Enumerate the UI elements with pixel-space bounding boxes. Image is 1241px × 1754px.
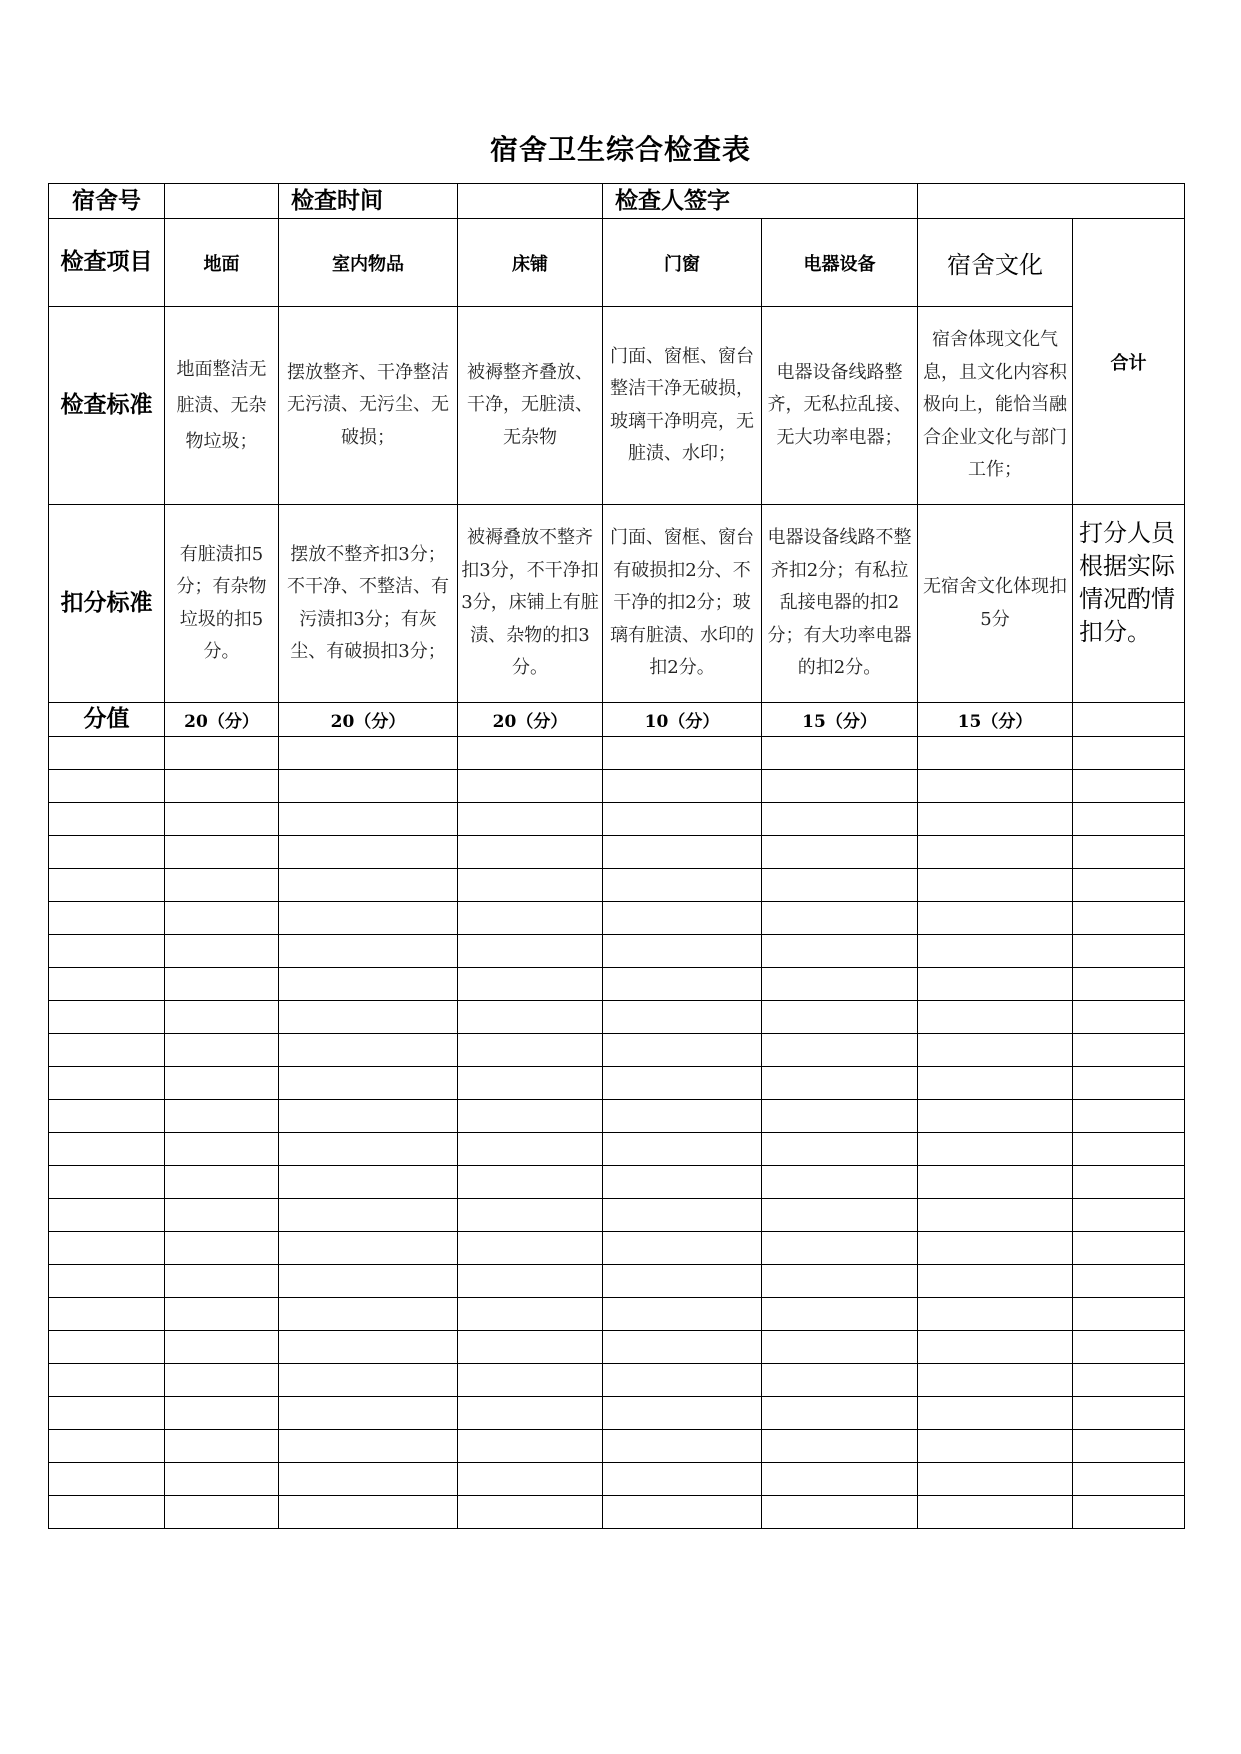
blank-row [49, 869, 1185, 902]
blank-cell[interactable] [1073, 1496, 1185, 1529]
blank-cell[interactable] [1073, 902, 1185, 935]
blank-cell[interactable] [762, 968, 918, 1001]
blank-cell[interactable] [1073, 1397, 1185, 1430]
blank-cell[interactable] [918, 1067, 1073, 1100]
blank-cell[interactable] [279, 1001, 458, 1034]
blank-cell[interactable] [762, 1199, 918, 1232]
blank-cell[interactable] [603, 1067, 762, 1100]
blank-cell[interactable] [762, 836, 918, 869]
dorm-label: 宿舍号 [49, 184, 165, 219]
deduction-label: 扣分标准 [49, 505, 165, 703]
blank-cell[interactable] [762, 1397, 918, 1430]
blank-cell[interactable] [165, 1331, 279, 1364]
blank-cell[interactable] [49, 1265, 165, 1298]
blank-cell[interactable] [1073, 935, 1185, 968]
blank-cell[interactable] [279, 1232, 458, 1265]
score-total-field[interactable] [1073, 703, 1185, 737]
blank-cell[interactable] [165, 1397, 279, 1430]
blank-cell[interactable] [279, 1166, 458, 1199]
blank-row [49, 1430, 1185, 1463]
blank-cell[interactable] [762, 1001, 918, 1034]
blank-cell[interactable] [458, 869, 603, 902]
blank-cell[interactable] [1073, 770, 1185, 803]
score-bed: 20（分） [458, 703, 603, 737]
blank-cell[interactable] [918, 968, 1073, 1001]
blank-cell[interactable] [49, 1067, 165, 1100]
blank-cell[interactable] [1073, 1100, 1185, 1133]
score-row [49, 703, 1185, 737]
blank-cell[interactable] [918, 1364, 1073, 1397]
blank-cell[interactable] [458, 1100, 603, 1133]
item-floor: 地面 [165, 219, 279, 307]
blank-cell[interactable] [49, 869, 165, 902]
blank-cell[interactable] [603, 836, 762, 869]
blank-cell[interactable] [165, 1001, 279, 1034]
blank-cell[interactable] [49, 836, 165, 869]
blank-cell[interactable] [603, 1100, 762, 1133]
blank-cell[interactable] [458, 1265, 603, 1298]
blank-cell[interactable] [279, 1133, 458, 1166]
blank-cell[interactable] [762, 1166, 918, 1199]
blank-cell[interactable] [458, 1397, 603, 1430]
blank-cell[interactable] [762, 737, 918, 770]
blank-cell[interactable] [918, 1430, 1073, 1463]
score-floor: 20（分） [165, 703, 279, 737]
blank-cell[interactable] [762, 869, 918, 902]
blank-cell[interactable] [279, 1298, 458, 1331]
blank-cell[interactable] [49, 935, 165, 968]
blank-cell[interactable] [165, 869, 279, 902]
standard-row [49, 307, 1185, 505]
blank-row [49, 1298, 1185, 1331]
item-dorm-culture: 宿舍文化 [918, 219, 1073, 307]
deduction-floor: 有脏渍扣5分；有杂物垃圾的扣5分。 [165, 505, 279, 703]
total-label: 合计 [1073, 219, 1185, 505]
blank-cell[interactable] [918, 1232, 1073, 1265]
blank-cell[interactable] [603, 1232, 762, 1265]
blank-cell[interactable] [603, 902, 762, 935]
blank-cell[interactable] [762, 1100, 918, 1133]
blank-cell[interactable] [49, 968, 165, 1001]
blank-row [49, 935, 1185, 968]
blank-row [49, 1496, 1185, 1529]
blank-cell[interactable] [458, 1430, 603, 1463]
blank-cell[interactable] [458, 1364, 603, 1397]
items-label: 检查项目 [49, 219, 165, 307]
blank-row [49, 1232, 1185, 1265]
blank-cell[interactable] [918, 770, 1073, 803]
blank-cell[interactable] [49, 1496, 165, 1529]
blank-cell[interactable] [1073, 836, 1185, 869]
blank-cell[interactable] [49, 1166, 165, 1199]
standard-bed: 被褥整齐叠放、干净，无脏渍、无杂物 [458, 307, 603, 505]
blank-cell[interactable] [165, 1232, 279, 1265]
blank-cell[interactable] [918, 1496, 1073, 1529]
blank-cell[interactable] [1073, 737, 1185, 770]
blank-cell[interactable] [603, 1199, 762, 1232]
blank-cell[interactable] [603, 770, 762, 803]
blank-cell[interactable] [918, 803, 1073, 836]
blank-cell[interactable] [603, 1001, 762, 1034]
score-dorm-culture: 15（分） [918, 703, 1073, 737]
blank-cell[interactable] [762, 1430, 918, 1463]
blank-row [49, 1199, 1185, 1232]
blank-cell[interactable] [458, 1166, 603, 1199]
blank-cell[interactable] [762, 1364, 918, 1397]
item-bed: 床铺 [458, 219, 603, 307]
blank-cell[interactable] [458, 935, 603, 968]
blank-cell[interactable] [49, 803, 165, 836]
deduction-bed: 被褥叠放不整齐扣3分，不干净扣3分，床铺上有脏渍、杂物的扣3分。 [458, 505, 603, 703]
blank-cell[interactable] [49, 1001, 165, 1034]
blank-cell[interactable] [918, 869, 1073, 902]
blank-cell[interactable] [603, 1166, 762, 1199]
blank-cell[interactable] [279, 1265, 458, 1298]
blank-cell[interactable] [762, 1067, 918, 1100]
blank-cell[interactable] [603, 1364, 762, 1397]
deduction-electrical: 电器设备线路不整齐扣2分；有私拉乱接电器的扣2分；有大功率电器的扣2分。 [762, 505, 918, 703]
blank-cell[interactable] [762, 1331, 918, 1364]
blank-cell[interactable] [458, 1232, 603, 1265]
items-row [49, 219, 1185, 307]
blank-row [49, 1397, 1185, 1430]
blank-cell[interactable] [603, 737, 762, 770]
blank-cell[interactable] [49, 1463, 165, 1496]
blank-cell[interactable] [762, 1265, 918, 1298]
blank-cell[interactable] [918, 1100, 1073, 1133]
blank-cell[interactable] [1073, 1364, 1185, 1397]
blank-row [49, 836, 1185, 869]
blank-cell[interactable] [1073, 1001, 1185, 1034]
blank-cell[interactable] [49, 1331, 165, 1364]
blank-cell[interactable] [165, 1199, 279, 1232]
blank-cell[interactable] [1073, 1331, 1185, 1364]
blank-row [49, 1001, 1185, 1034]
blank-cell[interactable] [165, 1265, 279, 1298]
blank-cell[interactable] [1073, 1430, 1185, 1463]
blank-cell[interactable] [49, 1133, 165, 1166]
blank-cell[interactable] [762, 1298, 918, 1331]
standard-label: 检查标准 [49, 307, 165, 505]
blank-cell[interactable] [918, 1298, 1073, 1331]
blank-cell[interactable] [1073, 1034, 1185, 1067]
score-door-window: 10（分） [603, 703, 762, 737]
blank-cell[interactable] [165, 1133, 279, 1166]
blank-cell[interactable] [165, 902, 279, 935]
blank-row [49, 737, 1185, 770]
standard-indoor-goods: 摆放整齐、干净整洁无污渍、无污尘、无破损； [279, 307, 458, 505]
blank-cell[interactable] [603, 1265, 762, 1298]
blank-cell[interactable] [279, 803, 458, 836]
standard-electrical: 电器设备线路整齐，无私拉乱接、无大功率电器； [762, 307, 918, 505]
blank-cell[interactable] [49, 770, 165, 803]
blank-cell[interactable] [1073, 1067, 1185, 1100]
inspection-table [48, 183, 1185, 1529]
blank-cell[interactable] [49, 737, 165, 770]
time-value-field[interactable] [458, 184, 603, 219]
blank-cell[interactable] [918, 836, 1073, 869]
blank-cell[interactable] [165, 1430, 279, 1463]
blank-row [49, 1463, 1185, 1496]
blank-cell[interactable] [603, 1430, 762, 1463]
blank-row [49, 1034, 1185, 1067]
blank-cell[interactable] [918, 1034, 1073, 1067]
deduction-indoor-goods: 摆放不整齐扣3分；不干净、不整洁、有污渍扣3分；有灰尘、有破损扣3分； [279, 505, 458, 703]
blank-row [49, 1331, 1185, 1364]
blank-cell[interactable] [1073, 803, 1185, 836]
blank-cell[interactable] [279, 737, 458, 770]
blank-cell[interactable] [918, 1166, 1073, 1199]
blank-cell[interactable] [918, 1397, 1073, 1430]
blank-cell[interactable] [49, 1397, 165, 1430]
blank-cell[interactable] [279, 1397, 458, 1430]
blank-cell[interactable] [458, 1331, 603, 1364]
blank-cell[interactable] [279, 1067, 458, 1100]
blank-cell[interactable] [1073, 1298, 1185, 1331]
blank-row [49, 1265, 1185, 1298]
blank-cell[interactable] [918, 1001, 1073, 1034]
blank-cell[interactable] [458, 1001, 603, 1034]
blank-cell[interactable] [762, 1232, 918, 1265]
blank-cell[interactable] [165, 737, 279, 770]
blank-cell[interactable] [165, 935, 279, 968]
blank-cell[interactable] [279, 1199, 458, 1232]
blank-cell[interactable] [762, 902, 918, 935]
blank-cell[interactable] [458, 1463, 603, 1496]
blank-cell[interactable] [279, 836, 458, 869]
blank-cell[interactable] [603, 803, 762, 836]
blank-cell[interactable] [458, 968, 603, 1001]
blank-row [49, 1166, 1185, 1199]
deduction-row [49, 505, 1185, 703]
blank-cell[interactable] [458, 770, 603, 803]
score-indoor-goods: 20（分） [279, 703, 458, 737]
blank-cell[interactable] [165, 1034, 279, 1067]
blank-cell[interactable] [165, 770, 279, 803]
blank-row [49, 902, 1185, 935]
blank-cell[interactable] [1073, 1133, 1185, 1166]
blank-cell[interactable] [49, 1430, 165, 1463]
blank-cell[interactable] [49, 1364, 165, 1397]
blank-row [49, 1364, 1185, 1397]
blank-cell[interactable] [458, 803, 603, 836]
total-note: 打分人员根据实际情况酌情扣分。 [1073, 505, 1185, 703]
blank-cell[interactable] [279, 1430, 458, 1463]
blank-cell[interactable] [165, 1463, 279, 1496]
blank-cell[interactable] [165, 1067, 279, 1100]
deduction-door-window: 门面、窗框、窗台有破损扣2分、不干净的扣2分；玻璃有脏渍、水印的扣2分。 [603, 505, 762, 703]
blank-cell[interactable] [49, 1034, 165, 1067]
blank-cell[interactable] [1073, 1199, 1185, 1232]
blank-cell[interactable] [279, 1364, 458, 1397]
blank-row [49, 968, 1185, 1001]
blank-cell[interactable] [762, 1133, 918, 1166]
blank-cell[interactable] [165, 1100, 279, 1133]
blank-cell[interactable] [603, 1496, 762, 1529]
blank-cell[interactable] [279, 1034, 458, 1067]
blank-cell[interactable] [165, 1496, 279, 1529]
blank-cell[interactable] [603, 869, 762, 902]
blank-cell[interactable] [165, 836, 279, 869]
blank-cell[interactable] [762, 1034, 918, 1067]
blank-cell[interactable] [49, 1232, 165, 1265]
blank-cell[interactable] [603, 1298, 762, 1331]
blank-cell[interactable] [165, 803, 279, 836]
blank-cell[interactable] [49, 902, 165, 935]
blank-cell[interactable] [918, 1331, 1073, 1364]
score-label: 分值 [49, 703, 165, 737]
blank-cell[interactable] [1073, 968, 1185, 1001]
blank-cell[interactable] [918, 1265, 1073, 1298]
blank-row [49, 803, 1185, 836]
blank-cell[interactable] [165, 1298, 279, 1331]
blank-cell[interactable] [458, 1067, 603, 1100]
blank-cell[interactable] [165, 1364, 279, 1397]
blank-cell[interactable] [49, 1100, 165, 1133]
time-label: 检查时间 [279, 184, 458, 219]
blank-cell[interactable] [1073, 869, 1185, 902]
blank-cell[interactable] [1073, 1463, 1185, 1496]
blank-cell[interactable] [458, 902, 603, 935]
blank-cell[interactable] [1073, 1232, 1185, 1265]
blank-cell[interactable] [1073, 1166, 1185, 1199]
header-row [49, 184, 1185, 219]
blank-cell[interactable] [603, 1463, 762, 1496]
blank-cell[interactable] [918, 902, 1073, 935]
blank-cell[interactable] [458, 836, 603, 869]
blank-cell[interactable] [49, 1298, 165, 1331]
blank-cell[interactable] [458, 1496, 603, 1529]
dorm-value-field[interactable] [165, 184, 279, 219]
item-indoor-goods: 室内物品 [279, 219, 458, 307]
blank-cell[interactable] [762, 1463, 918, 1496]
blank-cell[interactable] [603, 1034, 762, 1067]
blank-cell[interactable] [165, 968, 279, 1001]
blank-cell[interactable] [458, 1199, 603, 1232]
blank-row [49, 770, 1185, 803]
blank-cell[interactable] [918, 737, 1073, 770]
blank-cell[interactable] [458, 1034, 603, 1067]
standard-dorm-culture: 宿舍体现文化气息，且文化内容积极向上，能恰当融合企业文化与部门工作； [918, 307, 1073, 505]
blank-cell[interactable] [603, 968, 762, 1001]
blank-cell[interactable] [279, 1100, 458, 1133]
deduction-dorm-culture: 无宿舍文化体现扣5分 [918, 505, 1073, 703]
blank-cell[interactable] [762, 803, 918, 836]
blank-cell[interactable] [279, 1463, 458, 1496]
blank-cell[interactable] [918, 1133, 1073, 1166]
blank-cell[interactable] [603, 1331, 762, 1364]
blank-cell[interactable] [1073, 1265, 1185, 1298]
signer-label: 检查人签字 [603, 184, 918, 219]
blank-cell[interactable] [918, 935, 1073, 968]
blank-cell[interactable] [279, 968, 458, 1001]
blank-cell[interactable] [603, 935, 762, 968]
score-electrical: 15（分） [762, 703, 918, 737]
standard-floor: 地面整洁无脏渍、无杂物垃圾； [165, 307, 279, 505]
blank-cell[interactable] [165, 1166, 279, 1199]
blank-cell[interactable] [762, 1496, 918, 1529]
signer-value-field[interactable] [918, 184, 1185, 219]
blank-row [49, 1100, 1185, 1133]
blank-cell[interactable] [603, 1133, 762, 1166]
blank-cell[interactable] [279, 1331, 458, 1364]
blank-row [49, 1133, 1185, 1166]
page-title: 宿舍卫生综合检查表 [489, 133, 751, 166]
item-door-window: 门窗 [603, 219, 762, 307]
blank-cell[interactable] [458, 1298, 603, 1331]
blank-cell[interactable] [49, 1199, 165, 1232]
item-electrical: 电器设备 [762, 219, 918, 307]
blank-cell[interactable] [279, 770, 458, 803]
blank-cell[interactable] [603, 1397, 762, 1430]
blank-cell[interactable] [918, 1463, 1073, 1496]
blank-row [49, 1067, 1185, 1100]
standard-door-window: 门面、窗框、窗台整洁干净无破损，玻璃干净明亮，无脏渍、水印； [603, 307, 762, 505]
blank-cell[interactable] [279, 902, 458, 935]
blank-cell[interactable] [279, 869, 458, 902]
blank-cell[interactable] [762, 935, 918, 968]
blank-cell[interactable] [762, 770, 918, 803]
blank-cell[interactable] [918, 1199, 1073, 1232]
blank-cell[interactable] [279, 935, 458, 968]
blank-cell[interactable] [458, 737, 603, 770]
blank-cell[interactable] [279, 1496, 458, 1529]
blank-cell[interactable] [458, 1133, 603, 1166]
